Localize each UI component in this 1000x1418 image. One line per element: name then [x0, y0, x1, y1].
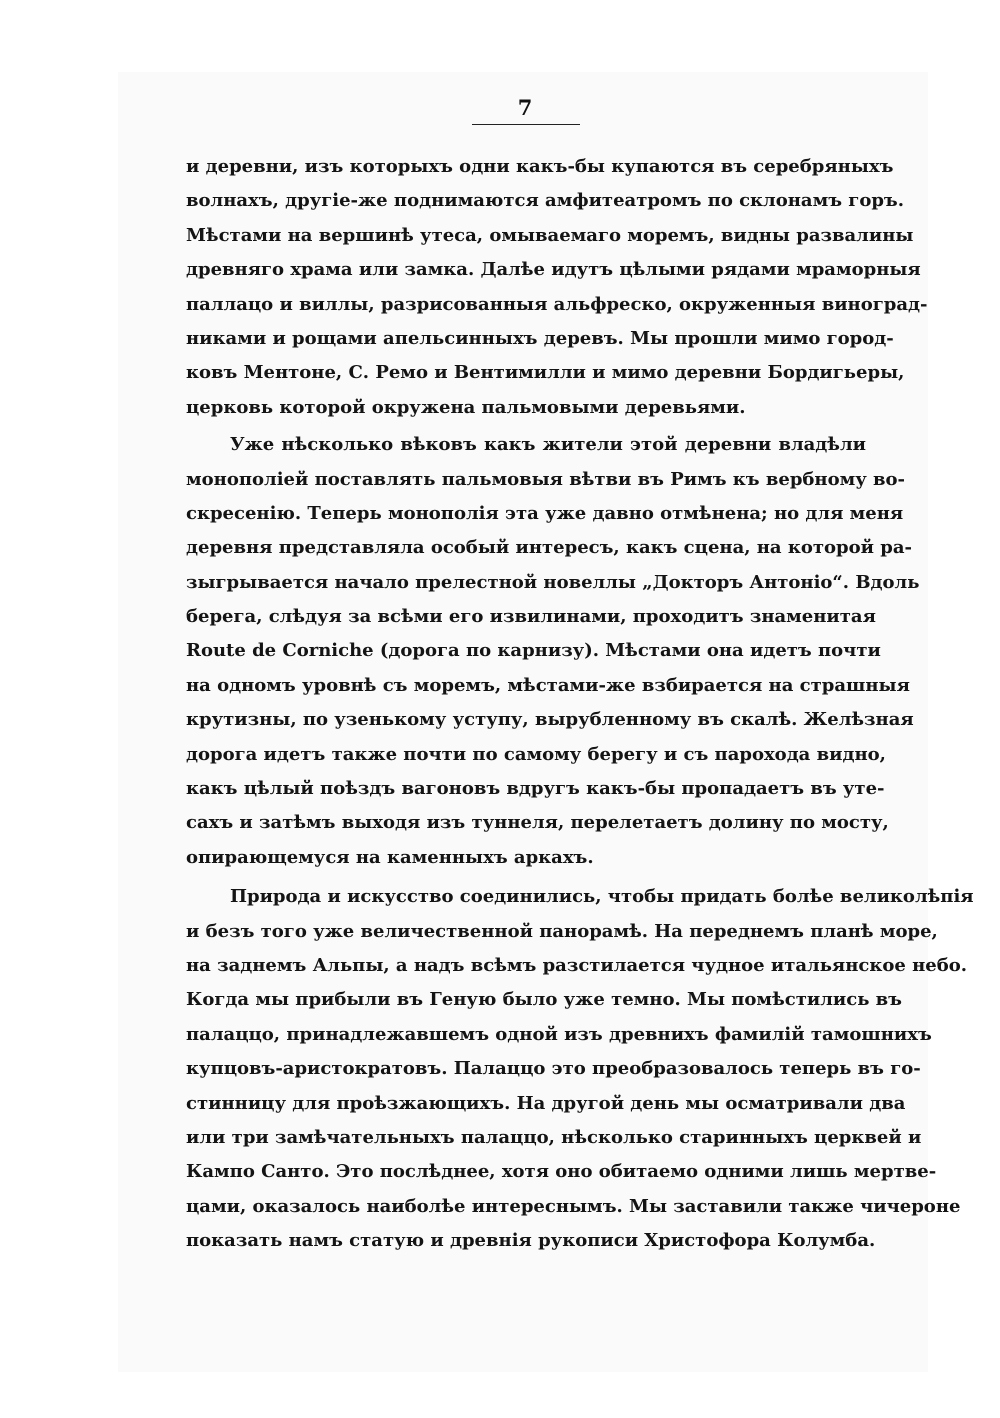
text-line: или три замѣчательныхъ палаццо, нѣсколько старинныхъ церквей и [186, 1126, 922, 1148]
text-line: дорога идетъ также почти по самому берегу и съ парохода видно, [186, 743, 886, 765]
text-line: опирающемуся на каменныхъ аркахъ. [186, 846, 594, 868]
text-line: Когда мы прибыли въ Геную было уже темно. Мы помѣстились въ [186, 989, 902, 1011]
text-line: волнахъ, другіе-же поднимаются амфитеатромъ по склонамъ горъ. [186, 190, 904, 212]
text-line: Уже нѣсколько вѣковъ какъ жители этой деревни владѣли [230, 434, 866, 456]
text-line: зыгрывается начало прелестной новеллы „Докторъ Антоніо“. Вдоль [186, 571, 920, 593]
text-line: ковъ Ментоне, С. Ремо и Вентимилли и мимо деревни Бордигьеры, [186, 362, 905, 384]
text-line: сахъ и затѣмъ выходя изъ туннеля, перелетаетъ долину по мосту, [186, 812, 889, 834]
paragraph-1 [186, 150, 928, 425]
text-line: цами, оказалось наиболѣе интереснымъ. Мы заставили также чичероне [186, 1195, 961, 1217]
text-line: Природа и искусство соединились, чтобы придать болѣе великолѣпія [230, 886, 974, 908]
text-line: никами и рощами апельсинныхъ деревъ. Мы прошли мимо город- [186, 327, 894, 349]
text-line: и деревни, изъ которыхъ одни какъ-бы купаются въ серебряныхъ [186, 156, 894, 177]
text-line: крутизны, по узенькому уступу, вырубленному въ скалѣ. Желѣзная [186, 709, 914, 731]
text-line: палаццо, принадлежавшемъ одной изъ древнихъ фамилій тамошнихъ [186, 1023, 932, 1045]
text-line: купцовъ-аристократовъ. Палаццо это преобразовалось теперь въ го- [186, 1058, 921, 1080]
text-line: Кампо Санто. Это послѣднее, хотя оно обитаемо одними лишь мертве- [186, 1161, 937, 1183]
text-line: Мѣстами на вершинѣ утеса, омываемаго моремъ, видны развалины [186, 224, 914, 246]
text-body [186, 150, 974, 1259]
text-line: церковь которой окружена пальмовыми деревьями. [186, 396, 746, 418]
text-line: показать намъ статую и древнія рукописи Христофора Колумба. [186, 1230, 876, 1252]
text-line: деревня представляла особый интересъ, какъ сцена, на которой ра- [186, 537, 912, 559]
text-line: на одномъ уровнѣ съ моремъ, мѣстами-же взбирается на страшныя [186, 674, 910, 696]
text-line: стинницу для проѣзжающихъ. На другой день мы осматривали два [186, 1092, 906, 1114]
text-line: скресенію. Теперь монополія эта уже давно отмѣнена; но для меня [186, 502, 904, 524]
text-line: паллацо и виллы, разрисованныя альфреско, окруженныя винoград- [186, 293, 928, 315]
text-line: Route de Corniche (дорога по карнизу). Мѣстами она идетъ почти [186, 640, 881, 662]
page-number-rule [472, 124, 580, 125]
text-line: берега, слѣдуя за всѣми его извилинами, проходитъ знаменитая [186, 606, 876, 628]
text-line: и безъ того уже величественной панoрамѣ. На переднемъ планѣ море, [186, 920, 938, 942]
paragraph-2 [186, 428, 920, 875]
page-number: 7 [517, 95, 533, 120]
text-line: монополіей поставлять пальмовыя вѣтви въ Римъ къ вербному во- [186, 468, 906, 490]
text-line: на заднемъ Альпы, а надъ всѣмъ разстилается чудное итальянское небо. [186, 954, 967, 976]
text-line: какъ цѣлый поѣздъ вагоновъ вдругъ какъ-бы пропадаетъ въ уте- [186, 778, 885, 800]
paragraph-3 [186, 880, 974, 1258]
text-line: древняго храма или замка. Далѣе идутъ цѣлыми рядами мраморныя [186, 259, 921, 281]
